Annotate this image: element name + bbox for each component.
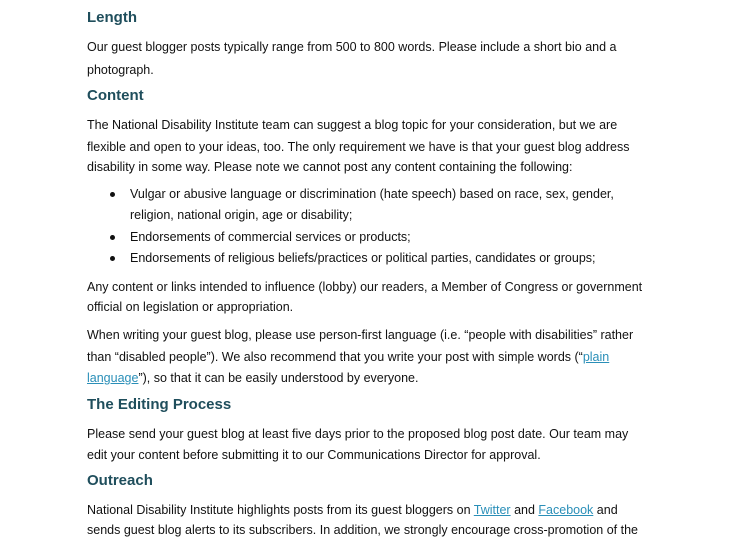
heading-content: Content bbox=[87, 87, 144, 104]
length-text-line-2: photograph. bbox=[87, 63, 154, 77]
plain-language-link[interactable]: plain bbox=[582, 350, 610, 364]
content-intro-line-2: flexible and open to your ideas, too. The only requirement we have is that your guest blog address bbox=[87, 140, 630, 154]
language-text-post: ”), so that it can be easily understood by everyone. bbox=[138, 371, 419, 385]
bullet-3-text: Endorsements of religious beliefs/practices or political parties, candidates or groups; bbox=[130, 251, 596, 265]
twitter-link[interactable]: Twitter bbox=[473, 503, 511, 517]
bullet-1-line-2: religion, national origin, age or disability; bbox=[130, 208, 353, 222]
content-intro-line-1: The National Disability Institute team can suggest a blog topic for your consideration, but we are bbox=[87, 118, 618, 132]
content-intro-line-3: disability in some way. Please note we cannot post any content containing the following: bbox=[87, 160, 573, 174]
outreach-text-pre: National Disability Institute highlights posts from its guest bloggers on bbox=[87, 503, 474, 517]
editing-text-line-1: Please send your guest blog at least five days prior to the proposed blog post date. Our team may bbox=[87, 427, 629, 441]
bullet-1-line-1: Vulgar or abusive language or discrimination (hate speech) based on race, sex, gender, bbox=[130, 187, 614, 201]
bullet-dot bbox=[110, 256, 115, 261]
outreach-text-line-1 bbox=[87, 502, 618, 518]
language-text-line-3 bbox=[87, 370, 418, 386]
bullet-2-text: Endorsements of commercial services or products; bbox=[130, 230, 411, 244]
lobby-text-line-2: official on legislation or appropriation. bbox=[87, 300, 294, 314]
facebook-link[interactable]: Facebook bbox=[538, 503, 594, 517]
heading-outreach: Outreach bbox=[87, 472, 153, 489]
outreach-text-post: and bbox=[593, 503, 618, 517]
lobby-text-line-1: Any content or links intended to influence (lobby) our readers, a Member of Congress or government bbox=[87, 280, 643, 294]
plain-language-link-cont[interactable]: language bbox=[87, 371, 139, 385]
bullet-dot bbox=[110, 235, 115, 240]
editing-text-line-2: edit your content before submitting it to our Communications Director for approval. bbox=[87, 448, 541, 462]
bullet-dot bbox=[110, 192, 115, 197]
language-text-line-1: When writing your guest blog, please use person-first language (i.e. “people with disabilities” rather bbox=[87, 328, 634, 342]
language-text-pre: than “disabled people”). We also recommend that you write your post with simple words (“ bbox=[87, 350, 583, 364]
length-text-line-1: Our guest blogger posts typically range from 500 to 800 words. Please include a short bio and a bbox=[87, 40, 617, 54]
language-text-line-2 bbox=[87, 349, 609, 365]
heading-length: Length bbox=[87, 9, 137, 26]
outreach-text-line-2: sends guest blog alerts to its subscribers. In addition, we strongly encourage cross-promotion of the bbox=[87, 523, 638, 537]
outreach-text-and: and bbox=[510, 503, 539, 517]
heading-editing-process: The Editing Process bbox=[87, 396, 232, 413]
